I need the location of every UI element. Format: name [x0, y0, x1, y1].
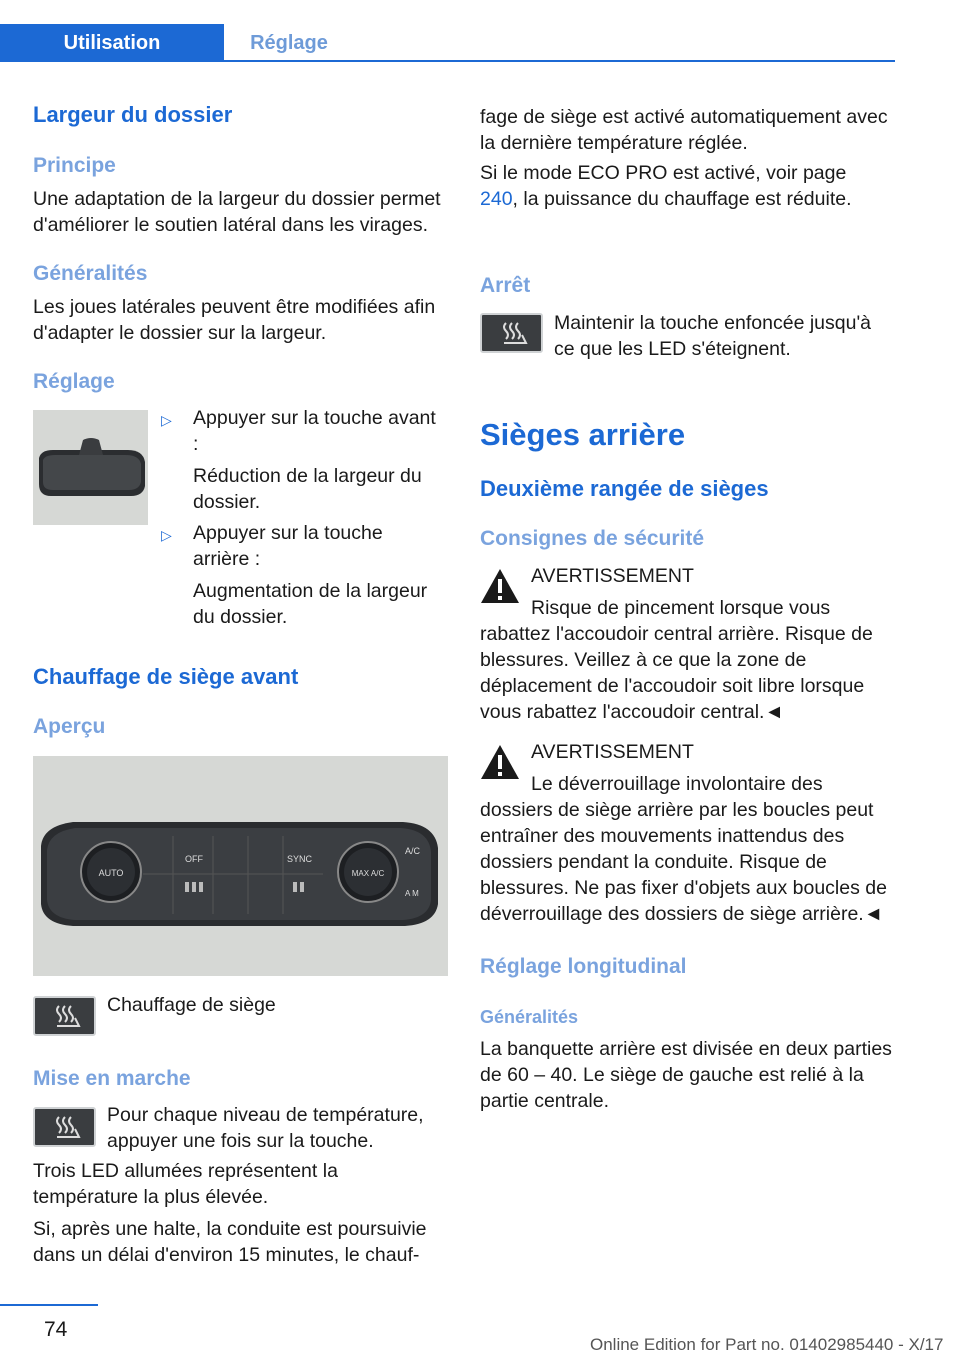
- heading-mise-en-marche: Mise en marche: [33, 1067, 191, 1090]
- bullet1-line1: Appuyer sur la touche avant :: [193, 407, 436, 455]
- warning2-text: Le déverrouillage involontaire des dossiers de siège arrière par les boucles peut entraîner des mouvements inattendus des dossiers pendant la conduite. Risque de blessures. Ne pas fixer d'objets aux boucles de déverrouillage des dossiers de siège arrière.◄: [480, 773, 887, 925]
- seat-heating-button-image: [33, 996, 96, 1036]
- seat-heating-icon: [35, 1109, 94, 1145]
- text-banquette: La banquette arrière est divisée en deux parties de 60 – 40. Le siège de gauche est relié à la partie centrale.: [480, 1038, 892, 1112]
- seat-heating-button-image: [33, 1107, 96, 1147]
- seat-heating-icon: [35, 998, 94, 1034]
- bullet1-line2: Réduction de la largeur du dossier.: [193, 465, 422, 513]
- heading-apercu: Aperçu: [33, 715, 106, 738]
- warning2-title: AVERTISSEMENT: [531, 741, 694, 763]
- heading-chauffage: Chauffage de siège avant: [33, 664, 299, 689]
- header-tabs: [0, 24, 895, 62]
- panel-am-label: A M: [405, 889, 419, 898]
- heading-reglage: Réglage: [33, 370, 115, 393]
- warning1-text: Risque de pincement lorsque vous rabattez l'accoudoir central arrière. Risque de blessures. Veillez à ce que la zone de déplacement de l'accoudoir soit libre lorsque vous rabattez l'accoudoir central.◄: [480, 597, 873, 723]
- backrest-width-switch-icon: [33, 410, 148, 525]
- heading-deuxieme-rangee: Deuxième rangée de sièges: [480, 476, 769, 501]
- tab-utilisation[interactable]: Utilisation: [0, 24, 224, 62]
- seat-heating-button-image: [480, 313, 543, 353]
- text-si-halte: Si, après une halte, la conduite est poursuivie dans un délai d'environ 15 minutes, le chauf-: [33, 1218, 427, 1266]
- panel-off-label: OFF: [185, 854, 203, 864]
- heading-sieges-arriere: Sièges arrière: [480, 417, 686, 452]
- panel-ac-label: A/C: [405, 846, 421, 856]
- page-number: 74: [44, 1318, 68, 1341]
- text-eco-pro: [480, 160, 880, 212]
- tab-reglage[interactable]: Réglage: [250, 32, 328, 54]
- caption-chauffage: Chauffage de siège: [107, 994, 276, 1016]
- footer-line: [0, 1304, 98, 1306]
- heading-largeur: Largeur du dossier: [33, 102, 233, 127]
- bullet2-line2: Augmentation de la largeur du dossier.: [193, 580, 428, 628]
- tab-underline: [0, 60, 895, 62]
- panel-max-label: MAX A/C: [351, 869, 385, 878]
- heading-consignes: Consignes de sécurité: [480, 527, 705, 550]
- heading-principe: Principe: [33, 154, 116, 177]
- heading-generalites: Généralités: [33, 262, 148, 285]
- backrest-button-image: [33, 410, 148, 525]
- panel-auto-label: AUTO: [98, 868, 124, 878]
- climate-panel-image: [33, 756, 448, 976]
- text-eco-b: , la puissance du chauffage est réduite.: [512, 188, 852, 210]
- bullet2-line1: Appuyer sur la touche arrière :: [193, 522, 383, 570]
- warning1-title: AVERTISSEMENT: [531, 565, 694, 587]
- text-continuation: fage de siège est activé automatiquement avec la dernière température réglée.: [480, 106, 888, 154]
- edition-note: Online Edition for Part no. 01402985440 - X/17: [590, 1335, 944, 1354]
- text-trois-led: Trois LED allumées représentent la température la plus élevée.: [33, 1160, 338, 1208]
- text-generalites: Les joues latérales peuvent être modifiées afin d'adapter le dossier sur la largeur.: [33, 296, 436, 344]
- heading-generalites-2: Généralités: [480, 1007, 579, 1027]
- heading-reglage-longitudinal: Réglage longitudinal: [480, 955, 687, 978]
- seat-heating-icon: [482, 315, 541, 351]
- text-principe: Une adaptation de la largeur du dossier permet d'améliorer le soutien latéral dans les virages.: [33, 188, 441, 236]
- text-eco-a: Si le mode ECO PRO est activé, voir page: [480, 162, 847, 184]
- panel-sync-label: SYNC: [287, 854, 313, 864]
- text-mise: Pour chaque niveau de température, appuyer une fois sur la touche.: [107, 1104, 424, 1152]
- heading-arret: Arrêt: [480, 274, 531, 297]
- bullet-arrow-icon: ▷: [161, 527, 172, 543]
- bullet-arrow-icon: ▷: [161, 412, 172, 428]
- text-arret: Maintenir la touche enfoncée jusqu'à ce que les LED s'éteignent.: [554, 312, 872, 360]
- page-link-240[interactable]: 240: [480, 188, 513, 210]
- climate-panel-illustration: [33, 756, 448, 976]
